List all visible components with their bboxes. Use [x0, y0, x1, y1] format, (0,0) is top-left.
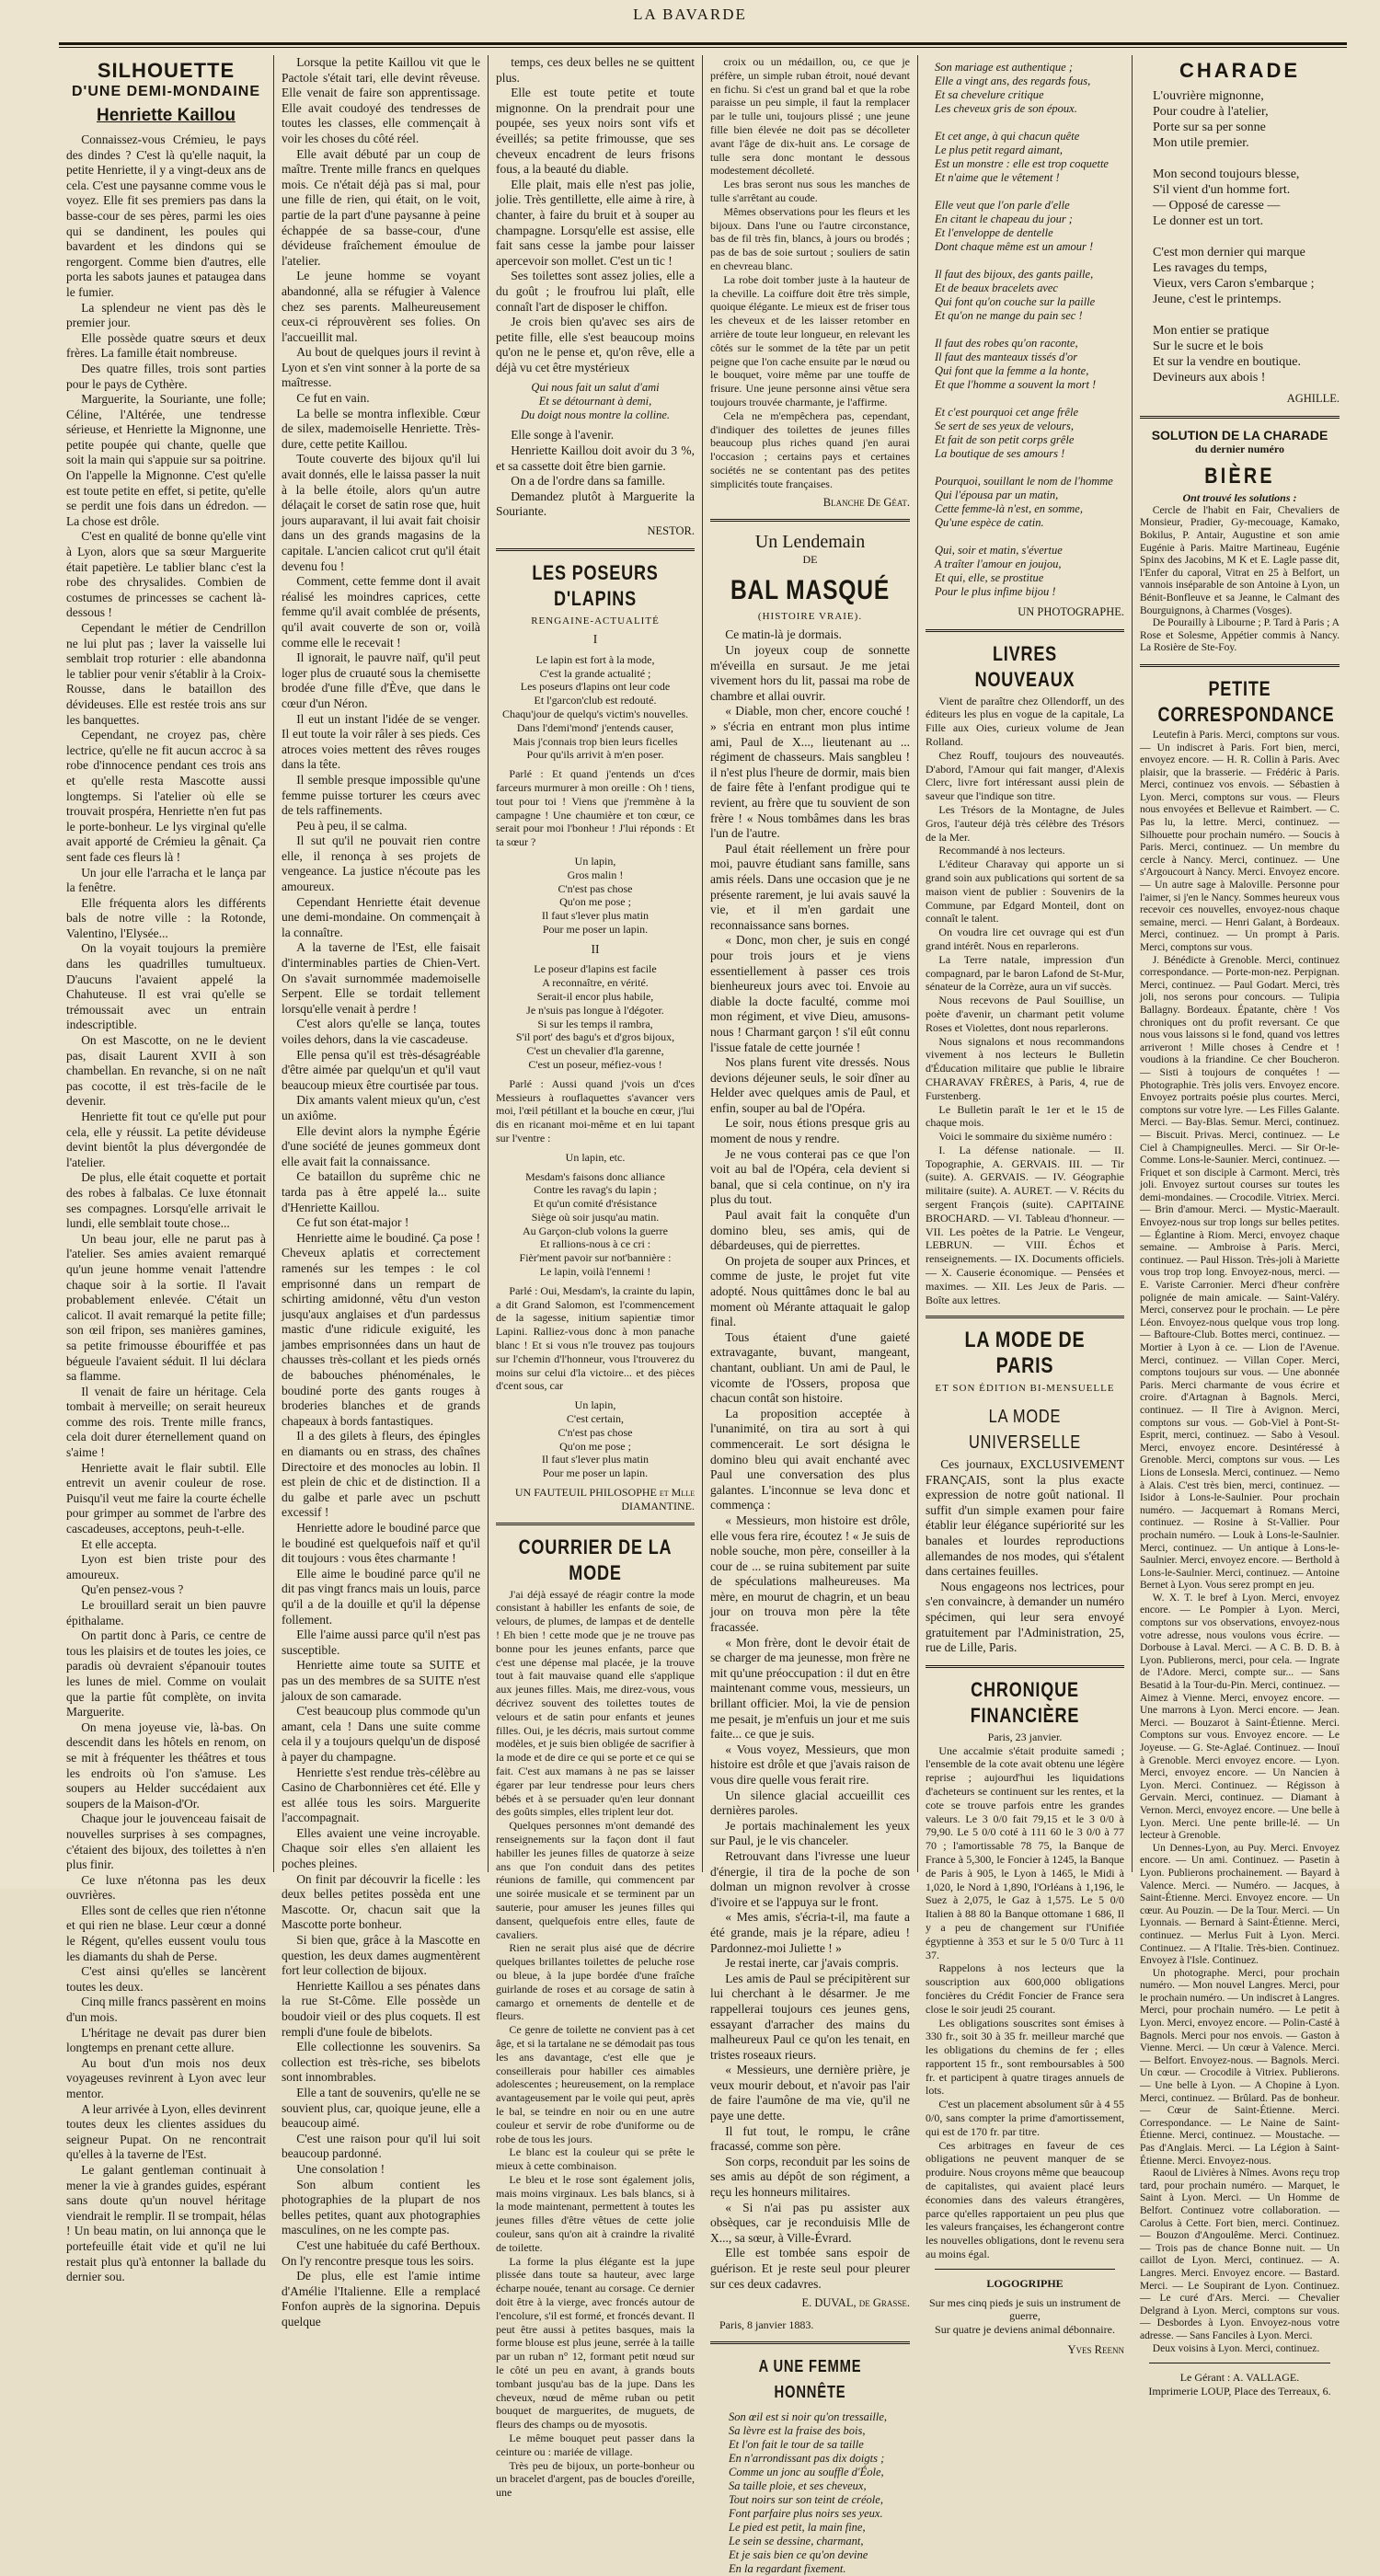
spoken-part-3: Parlé : Oui, Mesdam's, la crainte du lapin, a dit Grand Salomon, est l'commencement de la sagesse, initium sapientiæ timor Lapini. Ralliez-vous donc à mon panache blanc ! Et si vous n'le trouvez pas toujours sur l'chemin d'l'honneur, vous l'trouverez du moins sur celui d'la victoire... et des pièces d'cent sous, car [496, 1283, 695, 1393]
paragraph: Elles sont de celles que rien n'étonne et qui rien ne blase. Leur cœur a donné le Régent, qu'elles eussent voulu tous les diamants du shah de Perse. [66, 1903, 266, 1963]
paragraph: Le même bouquet peut passer dans la ceinture ou : mariée de village. [496, 2432, 695, 2458]
managing-editor: Le Gérant : A. VALLAGE. [1179, 2371, 1300, 2385]
paragraph: Elle avait débuté par un coup de maître. Trente mille francs en quelques mois. Ce n'était déjà pas si mal, pour une fille de rien, qui était, on le voit, partie de la part d'une paysanne à peine échappée de sa basse-cour, d'une dévideuse fraîchement émoulue de l'atelier. [282, 146, 480, 268]
paragraph: Chez Rouff, toujours des nouveautés. D'abord, l'Amour qui fait manger, d'Alexis Clerc, livre fort intéressant aussi plein de saveur que l'indique son titre. [926, 748, 1124, 803]
top-rule [59, 42, 1347, 48]
paragraph: A leur arrivée à Lyon, elles devinrent toutes deux les clientes assidues du seigneur Pupat. On ne rencontrait qu'elles à la taverne de l'Est. [66, 2101, 266, 2162]
song-verse-3: Mesdam's faisons donc alliance Contre les ravag's du lapin ; Et qu'un comité d'résistance Siège où soir jusqu'au matin. Au Garçon-club volons la guerre Et rallions-nous à ce cri : Fièr'ment pavoir sur not'bannière : Le lapin, voilà l'ennemi ! [519, 1169, 672, 1279]
paragraph: Henriette fit tout ce qu'elle put pour cela, elle y réussit. La petite dévideuse devint bientôt la plus dévergondée de l'atelier. [66, 1110, 266, 1169]
paragraph: Les bras seront nus sous les manches de tulle s'arrêtant au coude. [710, 178, 910, 204]
poem-title: A UNE FEMME HONNÊTE [758, 2356, 862, 2401]
paragraph: Elle plait, mais elle n'est pas jolie, jolie. Très gentillette, elle aime à rire, à chanter, à faire du bruit et à souper au champagne. Lorsqu'elle est assise, elle fait sans cesse la jambe pour laisser apercevoir son mollet. C'est un tic ! [496, 177, 695, 268]
paragraph: Henriette aime toute sa SUITE et pas un des membres de sa SUITE n'est jaloux de son camarade. [282, 1658, 480, 1703]
paragraph: De plus, elle est l'amie intime d'Amélie l'Italienne. Elle a remplacé Fonfon auprès de la signorina. Depuis quelque [282, 2269, 480, 2329]
paragraph: On projeta de souper aux Princes, et comme de juste, le projet fut vite adopté. Nous quittâmes donc le bal au moment où Mérante attaquait le galop final. [710, 1253, 910, 1329]
paragraph: Elle collectionne les souvenirs. Sa collection est très-riche, ses bibelots sont innombrables. [282, 2040, 480, 2085]
paragraph: Une accalmie s'était produite samedi ; l'ensemble de la cote avait obtenu une légère reprise ; aujourd'hui les liquidations d'acheteurs se continuent sur les rentes, et la cote se trouve parfois entre les grandes valeurs. Le 3 0/0 fait 79,15 et le 3 0/0 à 79,90. Le 5 0/0 coté à 111 60 le 3 0/0 à 77 70 ; l'amortissable 78 75, la Banque de France à 5,300, le Foncier à 1245, la Banque de Paris à 905, le Lyon à 1465, le Midi à 1,020, le Nord à 1,890, l'Orléans à 1,196, le Suez à 2,075, le Gaz à 1,575. Le 5 0/0 Italien à 88 80 la Banque ottomane 1 686, Il y a peu de changement sur l'Unifiée égyptienne à 353 et sur le 5 0/0 Turc à 11 37. [926, 1743, 1124, 1961]
song-title: LES POSEURS D'LAPINS [532, 560, 659, 610]
article-subject-name: Henriette Kaillou [97, 106, 236, 125]
poem-continued: Son mariage est authentique ; Elle a vingt ans, des regards fous, Et sa chevelure critique Les cheveux gris de son époux. Et cet ange, à qui chacun quête Le plus petit regard aimant, Est un monstre : elle est trop coquette Et n'aime que le vêtement ! Elle veut que l'on parle d'elle En citant le chapeau du jour ; Et l'enveloppe de dentelle Dont chaque même est un amour ! Il faut des bijoux, des gants paille, Et de beaux bracelets avec Qui font qu'on couche sur la paille Et qu'on ne mange du pain sec ! Il faut des robes qu'on raconte, Il faut des manteaux tissés d'or Qui font que la femme a la honte, Et que l'homme a souvent la mort ! Et c'est pourquoi cet ange frêle Se sert de ses yeux de velours, Et fait de son petit corps grêle La boutique de ses amours ! Pourquoi, souillant le nom de l'homme Qui l'épousa par un matin, Cette femme-là n'est, en somme, Qu'une espèce de catin. Qui, soir et matin, s'évertue A traîter l'amour en joujou, Et qui, elle, se prostitue Pour le plus infime bijou ! [935, 61, 1113, 598]
paragraph: On partit donc à Paris, ce centre de tous les plaisirs et de toutes les joies, ce paradis où devraient s'épanouir toutes les lunes de miel. Comme on voulait que la partie fût complète, on invita Marguerite. [66, 1628, 266, 1719]
article-body-end [496, 55, 695, 375]
paragraph: Un photographe. Merci, pour prochain numéro. — Mon nouvel Langres. Merci, pour le prochain numéro. — Un indiscret à Langres. Merci, pour prochain numéro. — Le petit à Lyon. Merci, envoyez encore. — Polin-Casté à Bagnols. Merci pour nos envois. — Gaston à Vienne. Merci. — Un cœur à Valence. Merci. — Belfort. Envoyez-nous. — Bagnols. Merci. Un cœur. — Crocodile à Vitriex. Publierons. — Une belle à Lyon. — A Chopine à Lyon. Merci, continuez. — Brûlard. Pas de bonheur. — Cœur de Saint-Étienne. Merci. Correspondance. — Le Naine de Saint-Étienne. Merci, continuez. — Moustache. — Pas d'Anglais. Merci. — La Légion à Saint-Étienne. Merci. Envoyez-nous. [1140, 1967, 1340, 2167]
story-title-line2: DE [802, 553, 818, 567]
paragraph: Le bleu et le rose sont également jolis, mais moins virginaux. Les bals blancs, si à la mode maintenant, permettent à toutes les jeunes filles d'être vêtues de cette jolie couleur, sans qu'on ait à craindre la rivalité de toilette. [496, 2172, 695, 2254]
section-divider [710, 2341, 910, 2344]
paragraph: Le galant gentleman continuait à mener la vie à grandes guides, espérant sans doute qu'un nouvel héritage viendrait le remplir. Il se trompait, hélas ! Un beau matin, on lui annonça que le portefeuille était vide et qu'il ne lui restait plus qu'à entonner la ballade du dernier sou. [66, 2162, 266, 2284]
paragraph: croix ou un médaillon, ou, ce que je préfère, un simple ruban étroit, noué devant en fichu. Si c'est un grand bal et que la robe paraisse un peu simple, il faut la remplacer par le tulle uni, toujours plissé ; une jeune fille bien élevée ne doit pas se décolleter avant l'âge de dix-huit ans. Le corsage de tulle sera donc montant le dessous modestement décolleté. [710, 55, 910, 178]
paragraph: Rien ne serait plus aisé que de décrire quelques brillantes toilettes de peluche rose ou bleue, à la jupe bordée d'une fraîche guirlande de roses et au corsage de satin à camargo et ornements de dentelle et de fleurs. [496, 1941, 695, 2023]
paragraph: Au bout de quelques jours il revint à Lyon et s'en vint sonner à la porte de sa maîtresse. [282, 345, 480, 390]
column-3 [488, 55, 702, 2500]
paragraph: J. Bénédicte à Grenoble. Merci, continuez correspondance. — Porte-mon-nez. Perpignan. Merci, continuez. — Paul Godart. Merci, très joli, nos serons pour concours. — Tulipia Ballagny. Bordeaux. Épatante, chère ! Vos chroniques ont du profit reversant. Ce que nous vous laissons si le fond, quand vos lettres arriveront ! Mille choses à Cendre et ! voudions à la friandine. Ce cher Boucheron. — Sisti à toujours de conquétes ! — Photographie. Très jolis vers. Envoyez encore. Envoyez portraits poésie plus courtes. Merci, comptons sur votre lyre. — Les Filles Galante. Merci. — Bay-Blas. Semur. Merci, continuez. — Biscuit. Privas. Merci, continuez. — Le Ciel à Champigneulles. Merci. — Sir Or-le-Comme. Lons-le-Saunier. Merci, continuez. — Friquet et son disciple à Carmont. Merci, très joli. Envoyez surtout courses sur toutes les demi-mondaines. — Crocodile. Vitriex. Merci. — Brin d'amour. Merci. — Mystic-Maerault. Envoyez-nous sur trop longs sur belles petites. — Églantine à Riom. Merci, envoyez chaque semaine. — Ambroise à Paris. Merci, continuez. — Paul Hisson. Très-joli à Mariette vous trop trop long. Envoyez-nous, merci. — E. Variste Carronier. Merci d'heur confrère polignée de main amicale. — Saint-Valéry. Merci, conservez pour le prochain. — Le père Léon. Envoyez-nous quelque vous trop long. — Baftoure-Club. Bottes merci, continuez. — Mortier à Lyon à ce. — Lion de l'Avenue. Merci, continuez. — Villan Coper. Merci, comptons toujours sur vous. — Une abonnée Paris. Merci charmante de vous écrire et croire. d'Artagnan à Bagnols. Merci, continuez. — Il Tire à Avignon. Merci, comptons sur vous. — Gob-Viel à Pont-St-Esprit, merci, continuez. — Sabo à Vesoul. Merci, envoyez encore. Desintéressé à Grenoble. Merci, comptons sur vous. — Les Lions de Lonsesla. Merci, continuez. — Nemo à Alais. C'est très bien, merci, continuez. — Isidor à Lons-le-Saulnier. Pour prochain numéro. — Jacquemart à Romans Merci, continuez. — Rosine à St-Vallier. Pour prochain numéro. — Louk à Lons-le-Saulnier. Merci, continuez. — Un antique à Lons-le-Saulnier. Merci, envoyez encore. — Berthold à Lons-le-Saulnier. Merci, continuez. — Antoine Bernet à Lyon. Vous serez prompt en jeu. [1140, 954, 1340, 1592]
section-divider [710, 519, 910, 522]
paragraph: Un jour elle l'arracha et le lança par la fenêtre. [66, 865, 266, 895]
correspondence-title: PETITE CORRESPONDANCE [1157, 676, 1335, 726]
paragraph: Nous signalons et nous recommandons vivement à nos lecteurs le Bulletin d'Éducation militaire que publie le libraire CHARAVAY FRÈRES, à Paris, 4, rue de Furstenberg. [926, 1034, 1124, 1102]
section-divider [496, 1523, 695, 1525]
paragraph: Rappelons à nos lecteurs que la souscription aux 600,000 obligations foncières du Crédit Foncier de France sera close le soir jeudi 25 courant. [926, 1961, 1124, 2016]
paragraph: Mêmes observations pour les fleurs et les bijoux. Dans l'une ou l'autre circonstance, bas de fil très fin, blancs, à jours ou brodés ; pas de bas de soie surtout ; souliers de satin en chevreau blanc. [710, 204, 910, 272]
paragraph: Il fut tout, le rompu, le crâne fracassé, comme son père. [710, 2123, 910, 2154]
paragraph: Il sut qu'il ne pouvait rien contre elle, il renonça à ses projets de vengeance. La justice n'écoute pas les amoureux. [282, 834, 480, 894]
paragraph: Marguerite, la Souriante, une folle; Céline, l'Altérée, une tendresse sérieuse, et Henriette la Mignonne, une petite poupée qui chante, quelle que soit la main qui s'appuie sur sa poitrine. On l'appelle la Mignonne. C'est qu'elle est toute petite en effet, si petite, qu'elle se perdit une fois dans un édredon. — La chose est drôle. [66, 392, 266, 528]
paragraph: Un Dennes-Lyon, au Puy. Merci. Envoyez encore. — Un ami. Continuez. — Pasetin à Lyon. Publierons prochainement. — Bayard à Valence. Merci. — Numéro. — Jacques, à Saint-Étienne. Merci. Envoyez encore. — Un cœur. Au Pouzin. — De la Tour. Merci. — Un Lyonnais. — Bernard à Saint-Étienne. Merci, continuez. — Merlus Fuit à Lyon. Merci. Continuez. — A l'Italie. Très-bien. Continuez. Envoyez à l'Isle. Continuez. [1140, 1842, 1340, 1967]
story-signature: E. DUVAL, de Grasse. [801, 2296, 910, 2310]
finance-section-body [926, 1744, 1124, 2261]
charade-title: CHARADE [1179, 59, 1300, 82]
paragraph: Il eut un instant l'idée de se venger. Il eut toute la voir râler à ses pieds. Ces atroces voies mettent des rêves rouges dans la tête. [282, 711, 480, 772]
paragraph: Dix amants valent mieux qu'un, c'est un axiôme. [282, 1093, 480, 1122]
paragraph: « Diable, mon cher, encore couché ! » s'écria en entrant mon plus intime ami, Paul de X..., lieutenant au ... régiment de chasseurs. Mais sangbleu ! il n'est plus l'heure de dormir, mais bien de faire fête à l'enfant prodigue qui te revient, au frère que tu souvient de son frère ! « Nous tombâmes dans les bras l'un de l'autre. [710, 704, 910, 841]
paragraph: Ses toilettes sont assez jolies, elle a du goût ; le froufrou lui plaît, elle connaît l'art de disposer le chiffon. [496, 269, 695, 314]
paragraph: Demandez plutôt à Marguerite la Souriante. [496, 489, 695, 519]
paragraph: Il venait de faire un héritage. Cela tombait à merveille; on serait heureux comme des rois. Trente mille francs, cela doit durer éternellement quand on s'aime ! [66, 1384, 266, 1460]
paragraph: Connaissez-vous Crémieu, le pays des dindes ? C'est là qu'elle naquit, la petite Henriette, il y a vingt-deux ans de cela. C'est une paysanne comme vous le voyez. Elle fit ses premiers pas dans la basse-cour de ses pères, parmi les oies qui se dandinent, les poules qui bavardent et les dindons qui se rengorgent. Comme bien d'autres, elle porta les sabots jaunes et pataugea dans le fumier. [66, 132, 266, 299]
spoken-part-1: Parlé : Et quand j'entends un d'ces farceurs murmurer à mon oreille : Oh ! tiens, tout pour toi ! Viens que j'remmène à la campagne ! Une chaumière et ton cœur, ce serait pour moi l'bonheur ! J'lui réponds : Et ta sœur ? [496, 767, 695, 849]
paragraph: Je ne vous conterai pas ce que l'on voit au bal de l'Opéra, cela devient si banal, que si cela continue, on n'y ira plus du tout. [710, 1146, 910, 1207]
paragraph: Peu à peu, il se calma. [296, 818, 408, 833]
fashion-ad-body [926, 1457, 1124, 1656]
paragraph: « Messieurs, mon histoire est drôle, elle vous fera rire, écoutez ! « Je suis de noble souche, mon père, conseiller à la cour de ... se ruina subitement par suite de spéculations malheureuses. Ma mère, en mourut de chagrin, et un beau jour on trouva mon père la tête fracassée. [710, 1512, 910, 1635]
paragraph: Lyon est bien triste pour des amoureux. [66, 1552, 266, 1581]
solution-subtitle: du dernier numéro [1195, 443, 1284, 456]
finance-section-title: CHRONIQUE FINANCIÈRE [970, 1677, 1080, 1727]
paragraph: Son album contient les photographies de la plupart de nos belles petites, quant aux photographies masculines, on ne les compte pas. [282, 2177, 480, 2237]
song-refrain-1: Un lapin, Gros malin ! C'n'est pas chose Qu'on me pose ; Il faut s'lever plus matin Pour me poser un lapin. [541, 854, 650, 936]
article-conclusion [496, 428, 695, 520]
paragraph: Il semble presque impossible qu'une femme puisse torturer les cœurs avec de tels raffinements. [282, 772, 480, 818]
paragraph: Quelques personnes m'ont demandé des renseignements sur la façon dont il faut habiller les jeunes filles de quatorze à seize ans que l'on conduit dans des petites réunions de famille, qui commencent par une soirée musicale et se terminent par un sauterie, pour amuser les jeunes filles qui dansent, quelquefois entre elles, faute de cavaliers. [496, 1819, 695, 1941]
paragraph: C'est une raison pour qu'il lui soit beaucoup pardonné. [282, 2131, 480, 2161]
signature-nestor: NESTOR. [647, 524, 695, 538]
paragraph: Henriette Kaillou doit avoir du 3 %, et sa cassette doit être bien garnie. [496, 443, 695, 473]
story-body [710, 627, 910, 2292]
section-divider [926, 1665, 1124, 1668]
section-divider [1140, 664, 1340, 667]
verse-quote: Qui nous fait un salut d'ami Et se détournant à demi, Du doigt nous montre la colline. [520, 381, 671, 422]
paragraph: Elle a tant de souvenirs, qu'elle ne se souvient plus, car, quoique jeune, elle a beaucoup aimé. [282, 2085, 480, 2131]
paragraph: La Terre natale, impression d'un compagnard, par le baron Lafond de St-Mur, sénateur de la Corrèze, aura un vif succès. [926, 952, 1124, 994]
paragraph: Elle est toute petite et toute mignonne. On la prendrait pour une poupée, ses yeux noirs sont vifs et éveillés; sa petite frimousse, que ses cheveux encadrent de leurs frisons fous, a la beauté du diable. [496, 86, 695, 177]
paragraph: Si bien que, grâce à la Mascotte en question, les deux dames augmentèrent fort leur collection de bijoux. [282, 1933, 480, 1978]
paragraph: Elle fréquenta alors les différents bals de notre ville : la Rotonde, Valentino, l'Elysée... [66, 895, 266, 940]
paragraph: Ce fut en vain. [296, 391, 370, 406]
paragraph: Elle songe à l'avenir. [511, 428, 615, 443]
books-section-body [926, 695, 1124, 1307]
section-divider [926, 1316, 1124, 1318]
section-divider [935, 2269, 1115, 2270]
paragraph: Son corps, reconduit par les soins de ses amis au dépôt de son régiment, a reçu les honneurs militaires. [710, 2154, 910, 2200]
paragraph: Elle l'aime aussi parce qu'il n'est pas susceptible. [282, 1627, 480, 1657]
solution-solvers-2: De Pourailly à Libourne ; P. Tard à Paris ; A Rose et Solesme, Appétier commis à Nancy. La Rosière de Ste-Foy. [1140, 617, 1340, 654]
solution-title: SOLUTION DE LA CHARADE [1151, 427, 1328, 443]
paragraph: A la taverne de l'Est, elle faisait d'interminables parties de Chien-Vert. On s'avait surnommée mademoiselle Serpent. Elle se tordait tellement lorsqu'elle venait à perdre ! [282, 940, 480, 1016]
column-4 [702, 55, 917, 2575]
song-verse-2: Le poseur d'lapins est facile A reconnaître, en vérité. Serait-il encor plus habile, Je n'suis pas longue à l'dégoter. Si sur les temps il rambra, S'il port' des bagu's et d'gros bijoux, C'est un chevalier d'la garenne, C'est un poseur, méfiez-vous ! [515, 962, 675, 1071]
finance-date: Paris, 23 janvier. [987, 1730, 1063, 1743]
paragraph: On finit par découvrir la ficelle : les deux belles petites possèda ent une Mascotte. Or, chacun sait que la Mascotte porte bonheur. [282, 1871, 480, 1932]
song-signature: UN FAUTEUIL PHILOSOPHE et Mlle DIAMANTINE. [514, 1486, 695, 1512]
paragraph: Ce matin-là je dormais. [725, 627, 842, 642]
solution-solvers: Cercle de l'habit en Fair, Chevaliers de Monsieur, Pradier, Gy-mecouage, Kamako, Bokilus, P. Antair, Augustine et son amie Eugénie à Paris. Maitre Martineau, Eugénie Spinx des Jacobins, M K et E. Lagle passe dit, l'Enfer du caporal, Vitrat en 25 à Belfort, un vannois inséparable de son Antoine à Lyon, un Bénit-Bonfleuve et sa Jeanne, le Calmant des Bourguignons, à Charmes (Vosges). [1140, 504, 1340, 616]
paragraph: Le jeune homme se voyant abandonné, alla se réfugier à Valence chez ses parents. Malheureusement ceux-ci réprouvèrent ses folies. On l'accueillit mal. [282, 269, 480, 344]
paragraph: Un beau jour, elle ne parut pas à l'atelier. Ses amies avaient remarqué qu'un jeune homme venait l'attendre chaque soir à la sortie. Il l'avait probablement enlevée. C'était un calicot. Il avait remarqué la petite fille; son œil fripon, ses manières gamines, sa petite frimousse ébouriffée et pas bégueule l'avaient séduit. Il lui déclara sa flamme. [66, 1231, 266, 1384]
fashion-ad-subtitle: LA MODE UNIVERSELLE [968, 1407, 1082, 1454]
paragraph: « Mon frère, dont le devoir était de se charger de ma jeunesse, mon frère ne mit qu'une préoccupation : il dut en être maintenant comme vous, messieurs, un brillant officier. Moi, la vie de pension me pesait, je m'enfuis un jour et me suis faite... ce que je suis. [710, 1635, 910, 1742]
paragraph: Henriette aime le boudiné. Ça pose ! Cheveux aplatis et correctement ramenés sur les tempes : le col emprisonné dans un rempart de schirting amidonné, vêtu d'un veston jusqu'aux anglaises et d'un pardessus mastic d'une ridicule exiguité, les jambes emprisonnées dans un haut de chausses très-collant et les pieds ornés de babouches phénoménales, le boudiné porte des gants rouges à broderies blanches et de grands chapeaux à bords fantastiques. [282, 1230, 480, 1428]
paragraph: Paul avait fait la conquête d'un domino bleu, ses amis, qui de débardeuses, qui de pierrettes. [710, 1208, 910, 1253]
paragraph: « Mes amis, s'écria-t-il, ma faute a été grande, mais je la répare, adieu ! Pardonnez-moi Juliette ! » [710, 1910, 910, 1955]
paragraph: Comment, cette femme dont il avait réalisé les moindres caprices, cette femme qu'il avait comblée de présents, qu'il avait couverte de son or, voilà comme elle le recevait ! [282, 574, 480, 650]
song-subtitle: RENGAINE-ACTUALITÉ [531, 615, 660, 627]
song-refrain-3: Un lapin, C'est certain, C'n'est pas chose Qu'on me pose ; Il faut s'lever plus matin Pour me poser un lapin. [541, 1398, 650, 1480]
charade-signature: AGHILLE. [1286, 392, 1340, 405]
paragraph: La forme la plus élégante est la jupe plissée dans toute sa hauteur, avec large écharpe nouée, tenant au corsage. Ce dernier doit être à la vierge, avec froncés autour de l'encolure, s'il est formé, et froncés devant. Il peut être aussi à petites basques, mais la forme blouse est plus jeune, serrée à la taille par un ruban n° 12, formant petit nœud sur le côté un peu en avant, à grands bouts tombant jusqu'au bas de la jupe. Dans les cheveux, nœud de même ruban ou petit bouquet de marguerites, de muguets, de fleurs des champs ou de myosotis. [496, 2254, 695, 2432]
paragraph: Ce bataillon du suprême chic ne tarda pas à être appelé la... suite d'Henriette Kaillou. [282, 1169, 480, 1214]
paragraph: I. La défense nationale. — II. Topographie, A. GERVAIS. III. — Tir (suite). A. GERVAIS. — IV. Géographie militaire (suite). A. AURET. — V. Récits du sergent François (suite). CAPITAINE BROCHARD. — VI. Tableau d'honneur. — VII. Les poètes de la Patrie. Le Vengeur, LEBRUN. — VIII. Échos et renseignements. — IX. Documents officiels. — X. Causerie économique. — Pensées et maximes. — XII. Les Jeux de Paris. — Boîte aux lettres. [926, 1143, 1124, 1306]
paragraph: C'est ainsi qu'elles se lancèrent toutes les deux. [66, 1964, 266, 1994]
paragraph: Elle possède quatre sœurs et deux frères. La famille était nombreuse. [66, 330, 266, 361]
paragraph: Cependant Henriette était devenue une demi-mondaine. On commençait à la connaître. [282, 894, 480, 939]
paragraph: Et elle accepta. [81, 1536, 157, 1551]
books-section-title: LIVRES NOUVEAUX [974, 641, 1075, 691]
paragraph: Au bout d'un mois nos deux voyageuses revinrent à Lyon avec leur mentor. [66, 2055, 266, 2100]
paragraph: Paul était réellement un frère pour moi, pauvre étudiant sans famille, sans amis réels. Dans une occasion que je ne présente rarement, je lui avais sauvé la vie, et il m'en gardait une reconnaissance sans bornes. [710, 841, 910, 932]
paragraph: Les Trésors de la Montagne, de Jules Gros, l'auteur déjà très célèbre des Trésors de la Mer. [926, 802, 1124, 844]
fashion-column-title: COURRIER DE LA MODE [518, 1535, 673, 1584]
column-5 [917, 55, 1132, 2357]
section-divider [496, 548, 695, 551]
paragraph: Il ignorait, le pauvre naïf, qu'il peut loger plus de cruauté sous la chemisette brodée d'une fille d'Ève, que dans le cœur d'un Néron. [282, 650, 480, 710]
paragraph: La proposition acceptée à l'unanimité, on tira au sort à qui commencerait. Le sort désigna le domino bleu qui avait enchanté avec Paul une conversation des plus galantes. L'inconnue se leva donc et commença : [710, 1406, 910, 1512]
paragraph: Des quatre filles, trois sont parties pour le pays de Cythère. [66, 361, 266, 391]
poem-body: Son œil est si noir qu'on tressaille, Sa lèvre est la fraise des bois, Et l'on fait le tour de sa taille En n'arrondissant pas dix doigts ; Comme un jonc au souffle d'Éole, Sa taille ploie, et ses cheveux, Tout noirs sur son teint de créole, Font parfaire plus noirs ses yeux. Le pied est petit, la main fine, Le sein se dessine, charmant, Et je sais bien ce qu'on devine En la regardant fixement. [729, 2409, 888, 2575]
paragraph: Chaque jour le jouvenceau faisait de nouvelles surprises à ses compagnes, c'étaient des bijoux, des toilettes à n'en plus finir. [66, 1811, 266, 1872]
solution-answer: BIÈRE [1204, 463, 1275, 489]
logogriph-title: LOGOGRIPHE [986, 2276, 1064, 2290]
paragraph: Qu'en pensez-vous ? [81, 1582, 184, 1597]
paragraph: On a de l'ordre dans sa famille. [511, 474, 665, 489]
article-title-silhouette: SILHOUETTE [97, 59, 236, 82]
paragraph: « Donc, mon cher, je suis en congé pour trois jours et je viens essentiellement à passer ces trois bienheureux jours avec toi. Envoie au diable la docte faculté, comme moi mon régiment, et vive Dieu, amusons-nous ! Charmant garçon ! s'il eût connu l'issue fatale de cette journée ! [710, 933, 910, 1054]
song-verse-1: Le lapin est fort à la mode, C'est la grande actualité ; Les poseurs d'lapins ont leur code Et l'garcon'club est redouté. Chaqu'jour de quelqu's victim's nouvelles. Dans l'demi'mond' j'entends causer, Mais j'connais trop bien leurs ficelles Pour qu'ils arrivit à m'en poser. [501, 652, 689, 762]
paragraph: Une consolation ! [296, 2161, 385, 2176]
paragraph: J'ai déjà essayé de réagir contre la mode consistant à habiller les enfants de soie, de velours, de plumes, de lampas et de dentelle ! Eh bien ! cette mode que je ne trouve pas bonne pour les jeunes enfants, parce que c'est une dépense mal placée, je la trouve tout à fait mauvaise quand elle s'applique aux jeunes filles. Mais, me direz-vous, vous décrivez souvent des toilettes toutes de velours et de satin pour enfants et jeunes filles. Oui, je les décris, mais surtout comme modèles, et je suis bien obligée de sacrifier à la mode et de dire ce qui se porte et ce qui se fait. C'est aux mamans à ne pas se laisser égarer par leur tendresse pour leurs chers bébés et à se persuader qu'en leur donnant des goûts simples, elles triplent leur dot. [496, 1587, 695, 1819]
paragraph: Lorsque la petite Kaillou vit que le Pactole s'était tari, elle devint rêveuse. Elle venait de faire son apprentissage. Elle avait coudoyé des tendresses de toutes les classes, elle commençait à voir les choses du côté réel. [282, 55, 480, 145]
paragraph: Cela ne m'empêchera pas, cependant, d'indiquer des toilettes de jeunes filles beaucoup plus riches quand j'en aurai l'occasion ; certains pays et certaines sociétés ne se contentant pas des petites simplicités toute françaises. [710, 408, 910, 490]
paragraph: Voici le sommaire du sixième numéro : [938, 1130, 1112, 1144]
story-title-main: BAL MASQUÉ [730, 574, 891, 605]
paragraph: Les obligations souscrites sont émises à 330 fr., soit 30 à 35 fr. meilleur marché que les obligations du chemins de fer ; elles rapportent 15 fr., sont remboursables à 500 fr. et participent à quatre tirages annuels de lots. [926, 2016, 1124, 2098]
signature-blanche: Blanche De Géat. [822, 495, 910, 509]
paragraph: « Si n'ai pas pu assister aux obsèques, car je reconduisis Mlle de X..., sa sœur, à Ville-Évrard. [710, 2200, 910, 2245]
fashion-ad-title: LA MODE DE PARIS [964, 1328, 1086, 1379]
paragraph: Le brouillard serait un bien pauvre épithalame. [66, 1598, 266, 1627]
column-2 [273, 55, 488, 2329]
paragraph: Deux voisins à Lyon. Merci, continuez. [1152, 2342, 1320, 2354]
paragraph: Nous engageons nos lectrices, pour s'en convaincre, à demander un numéro spécimen, qui leur sera envoyé gratuitement par l'Administration, 25, rue de Lille, Paris. [926, 1579, 1124, 1655]
story-subtitle: (HISTOIRE VRAIE). [757, 610, 863, 622]
spoken-part-2: Parlé : Aussi quand j'vois un d'ces Messieurs à rouflaquettes s'avancer vers moi, l'œil pétillant et la bouche en cœur, j'lui dis en ricanant moi-même et en lui tapant sur l'ventre : [496, 1076, 695, 1144]
paragraph: C'est un placement absolument sûr à 4 55 0/0, sans compter la prime d'amortissement, qui est de 170 fr. par titre. [926, 2098, 1124, 2138]
paragraph: Recommandé à nos lecteurs. [938, 844, 1065, 857]
paragraph: Elle devint alors la nymphe Égérie d'une société de jeunes gommeux dont elle avait fait la connaissance. [282, 1123, 480, 1168]
paragraph: Je crois bien qu'avec ses airs de petite fille, elle s'est beaucoup moins qu'on ne le pense et, qu'on rêve, elle a déjà vu cet être mystérieux [496, 315, 695, 374]
fashion-ad-edition: ET SON ÉDITION BI-MENSUELLE [935, 1383, 1115, 1395]
masthead: LA BAVARDE [633, 6, 747, 23]
paragraph: La robe doit tomber juste à la hauteur de la cheville. La coiffure doit être très simple, quoique élégante. Le mieux est de friser tous les cheveux et de les laisser retomber en arrière de toute leur longueur, en relevant les côtés sur le sommet de la tête par un petit peigne que l'on cache ensuite par le nœud ou le bouquet, voire même par une touffe de frisure. Une jeune personne ainsi vêtue sera toujours trouvée charmante, je l'affirme. [710, 272, 910, 408]
paragraph: Le blanc est la couleur qui se prête le mieux à cette combinaison. [496, 2145, 695, 2173]
paragraph: W. X. T. le bref à Lyon. Merci, envoyez encore. — Le Pompier à Lyon. Merci, comptons sur vos observations, envoyez-nous votre adresse, nous voulons vous écrire. — Dorbouse à Laval. Merci. — A C. B. D. B. à Lyon. Publierons, merci, pour cela. — Ingrate de l'Adore. Merci, compte sur... — Sans Besatid à la Tour-du-Pin. Merci, continuez. — Aimez à Vienne. Merci, envoyez encore. — Une marrons à Lyon. Merci encore. — Jean. Merci. — Bouzarot à Saint-Étienne. Merci. Comptons sur vous. Envoyez encore. — Le Joyeuse. — G. Ste-Aglaé. Continuez. — Inouï à Grenoble. Merci envoyez encore. — Lyon. Merci, envoyez encore. — Un Nancien à Lyon. Merci. Continuez. — Régisson à Gervain. Merci, continuez. — Diamant à Vernon. Merci, envoyez encore. — Une belle à Lyon. Merci. Une pente brille-lé. — Un lecteur à Grenoble. [1140, 1592, 1340, 1842]
paragraph: Toute couverte des bijoux qu'il lui avait donnés, elle le laissa passer la nuit à la belle étoile, alors qu'un autre délaçait le corset de satin rose que, huit jours auparavant, il lui avait fait choisir dans un des grands magasins de la capitale. L'ancien calicot crut qu'il était devenu fou ! [282, 452, 480, 573]
paragraph: Tous étaient d'une gaieté extravagante, buvant, mangeant, chantant, oubliant. Un ami de Paul, le vicomte de l'Ossers, proposa que chacun contât son histoire. [710, 1329, 910, 1406]
story-date: Paris, 8 janvier 1883. [719, 2317, 814, 2331]
paragraph: Un joyeux coup de sonnette m'éveilla en sursaut. Je me jetai vivement hors du lit, passai ma robe de chambre et allai ouvrir. [710, 643, 910, 703]
paragraph: Elle pensa qu'il est très-désagréable d'être aimée par quelqu'un et qu'il vaut beaucoup mieux être courtisée par tous. [282, 1047, 480, 1092]
article-subtitle: D'UNE DEMI-MONDAINE [71, 84, 261, 99]
paragraph: Cinq mille francs passèrent en moins d'un mois. [66, 1995, 266, 2025]
paragraph: La splendeur ne vient pas dès le premier jour. [66, 300, 266, 330]
logogriph-signature: Yves Reenn [1067, 2343, 1124, 2357]
paragraph: Raoul de Livières à Nîmes. Avons reçu trop tard, pour prochain numéro. — Marquet, le Saint à Lyon. Merci. — Un Homme de Belfort. Continuez votre collaboration. — Carolus à Cette. Fort bien, merci. Continuez. — Bouzon d'Angoulême. Merci. Continuez. — Trois pas de chance Bonne nuit. — Un caillot de Lyon. Merci, continuez. — A. Langres. Merci. Envoyez encore. — Bastard. Merci. — Le Soupirant de Lyon. Continuez. — Le curé d'Ars. Merci. — Chevalier Delgrand à Lyon. Merci, comptons sur vous. — Desbordes à Lyon. Envoyez-nous votre adresse. — Sans Fanciles à Lyon. Merci. [1140, 2168, 1340, 2341]
paragraph: Ces arbitrages en faveur de ces obligations ne peuvent manquer de se produire. Nous croyons même que beaucoup de capitalistes, qui avaient placé leurs économies dans des valeurs étrangères, parce qu'elles rapportaient un peu plus que les valeurs françaises, les échangeront contre les nouvelles obligations, dont le revenu sera au moins égal. [926, 2138, 1124, 2261]
paragraph: Je restai inerte, car j'avais compris. [725, 1956, 899, 1971]
paragraph: Elle est tombée sans espoir de guérison. Et je reste seul pour pleurer sur ces deux cadavres. [710, 2246, 910, 2291]
paragraph: Henriette s'est rendue très-célèbre au Casino de Charbonnières cet été. Elle y est allée tous les soirs. Marguerite l'accompagnait. [282, 1765, 480, 1825]
paragraph: Le Bulletin paraît le 1er et le 15 de chaque mois. [926, 1102, 1124, 1130]
paragraph: On est Mascotte, on ne le devient pas, disait Laurent XVII à son chambellan. En revanche, si on ne naît pas cocotte, il est très-facile de le devenir. [66, 1033, 266, 1109]
paragraph: C'est une habituée du café Berthoux. On l'y rencontre presque tous les soirs. [282, 2237, 480, 2268]
paragraph: Les amis de Paul se précipitèrent sur lui cherchant à le désarmer. Je me rappellerai toujours ces jeunes gens, essayant d'arracher des mains du malheureux Paul ce qu'on les tenait, en tristes roseaux rieurs. [710, 1971, 910, 2062]
paragraph: C'est en qualité de bonne qu'elle vint à Lyon, alors que sa sœur Marguerite était papetière. Le tablier blanc c'est la robe des chrysalides. Combien de costumes de princesses se cachent là-dessous ! [66, 529, 266, 620]
paragraph: Ce luxe n'étonna pas les deux ouvrières. [66, 1872, 266, 1903]
poem-signature: UN PHOTOGRAPHE. [1018, 605, 1124, 618]
verse-number-1: I [592, 632, 598, 647]
paragraph: « Vous voyez, Messieurs, que mon histoire est drôle et que j'avais raison de vous dire quelle vous ferait rire. [710, 1742, 910, 1788]
paragraph: Elles avaient une veine incroyable. Chaque soir elles s'en allaient les poches pleines. [282, 1825, 480, 1871]
paragraph: Henriette adore le boudiné parce que le boudiné est quelquefois naïf et qu'il dit toujours : vous êtes charmante ! [282, 1521, 480, 1566]
paragraph: Cependant, ne croyez pas, chère lectrice, qu'elle ne fit aucun accroc à sa robe d'innocence pendant ces trois ans et qu'elle resta Mascotte aussi longtemps. Si l'atelier où elle se trouvait prospéra, Henriette n'en fut pas le porte-bonheur. Le lys virginal qu'elle avait apporté de Crémieu la gênait. Ça sent fade ces fleurs là ! [66, 728, 266, 864]
paragraph: Leutefin à Paris. Merci, comptons sur vous. — Un indiscret à Paris. Fort bien, merci, envoyez encore. — H. R. Collin à Paris. Avec plaisir, que la brasserie. — Frédéric à Paris. Merci, continuez vos envois. — Sébastien à Lyon. Merci, comptons sur vous. — Fleurs nous envoyées et Bellevue et Raimbert. — C. Pas lu, la lettre. Merci, continuez. — Silhouette pour prochain numéro. — Soucis à Paris. Merci, continuez. — Un membre du cercle à Nancy. Merci, continuez. — Une s'Argoucourt à Nancy. Merci. Envoyez encore. — Un autre sage à Maloville. Personne pour l'aimer, si j'en le Nancy. Sommes heureux vous recevoir ces nouvelles, envoyez-nous chaque semaine, merci. — Henri Galant, à Bordeaux. Merci, continuez. — Un prompt à Paris. Merci, comptons sur vous. [1140, 729, 1340, 953]
section-divider [1140, 416, 1340, 419]
paragraph: La belle se montra inflexible. Cœur de silex, mademoiselle Henriette. Très-dure, cette petite Kaillou. [282, 406, 480, 451]
fashion-column-continued [710, 55, 910, 491]
paragraph: Un silence glacial accueillit ces dernières paroles. [710, 1788, 910, 1818]
paragraph: Nous recevons de Paul Souillise, un poète d'avenir, un charmant petit volume Roses et Violettes, dont nous reparlerons. [926, 994, 1124, 1034]
paragraph: Ces journaux, EXCLUSIVEMENT FRANÇAIS, sont la plus exacte expression de notre goût national. Il suffit d'un simple examen pour faire établir leur élégance supériorité sur les banales et lourdes reproductions allemandes de nos modes, qui s'étalent dans certaines feuilles. [926, 1457, 1124, 1579]
paragraph: Très peu de bijoux, un porte-bonheur ou un bracelet d'argent, pas de boucles d'oreille, une [496, 2458, 695, 2500]
verse-number-2: II [591, 941, 600, 956]
fashion-column-body [496, 1588, 695, 2500]
paragraph: « Messieurs, une dernière prière, je veux mourir debout, et n'avoir pas l'air de faire l'aumône de ma vie, qu'il ne paye une dette. [710, 2063, 910, 2123]
correspondence-body [1140, 730, 1340, 2355]
column-6 [1132, 55, 1347, 2398]
paragraph: Vient de paraître chez Ollendorff, un des éditeurs les plus en vogue de la capitale, La Fille aux Oies, curieux volume de Jean Rolland. [926, 694, 1124, 748]
paragraph: On voudra lire cet ouvrage qui est d'un grand intérêt. Nous en reparlerons. [926, 926, 1124, 952]
columns [59, 55, 1347, 2575]
paragraph: Elle aime le boudiné parce qu'il ne dit pas vingt francs mais un louis, parce qu'il a de la douille et qu'il la dépense follement. [282, 1566, 480, 1627]
paragraph: Il a des gilets à fleurs, des épingles en diamants ou en strass, des chaînes Directoire et des monocles au lobin. Il est plein de chic et de distinction. Il a du galbe et parle avec un pschutt excessif ! [282, 1429, 480, 1520]
section-divider [926, 629, 1124, 632]
printer-imprint: Imprimerie LOUP, Place des Terreaux, 6. [1148, 2384, 1331, 2398]
paragraph: Nos plans furent vite dressés. Nous devions déjeuner seuls, le soir dîner au Helder avec quelques amis de Paul, et enfin, souper au bal de l'Opéra. [710, 1055, 910, 1115]
paragraph: C'est alors qu'elle se lança, toutes voiles dehors, dans la vie cascadeuse. [282, 1017, 480, 1046]
paragraph: Le soir, nous étions presque gris au moment de nous y rendre. [710, 1116, 910, 1146]
paragraph: Je portais machinalement les yeux sur Paul, je le vis chanceler. [710, 1818, 910, 1848]
paragraph: On la voyait toujours la première dans les quadrilles tumultueux. D'aucuns l'avaient appelé la Chahuteuse. Il est vrai qu'elle se trémoussait avec un entrain indescriptible. [66, 941, 266, 1032]
paragraph: L'éditeur Charavay qui apporte un si grand soin aux publications qui sortent de sa maison vient de publier : Souvenirs de la Commune, par Edgard Monteil, dont on connaît le talent. [926, 857, 1124, 926]
solution-found-by: Ont trouvé les solutions : [1182, 490, 1297, 504]
article-body [66, 132, 266, 2285]
logogriph-body: Sur mes cinq pieds je suis un instrument de guerre, Sur quatre je deviens animal débonnaire. [929, 2295, 1121, 2337]
charade-body: L'ouvrière mignonne, Pour coudre à l'atelier, Porte sur sa per sonne Mon utile premier. Mon second toujours blesse, S'il vient d'un homme fort. — Opposé de caresse — Le donner est un tort. C'est mon dernier qui marque Les ravages du temps, Vieux, vers Caron s'embarque ; Jeune, c'est le printemps. Mon entier se pratique Sur le sucre et le bois Et sur la vendre en boutique. Devineurs aux abois ! [1153, 89, 1315, 385]
paragraph: On mena joyeuse vie, là-bas. On descendit dans les hôtels en renom, on se mit à fréquenter les théâtres et tous les endroits où l'on s'amuse. Les soupers au Helder succédaient aux soupers de la Maison-d'Or. [66, 1719, 266, 1811]
paragraph: Henriette Kaillou a ses pénates dans la rue St-Côme. Elle possède un boudoir vieil or des plus coquets. Il est rempli d'une foule de bibelots. [282, 1978, 480, 2039]
paragraph: C'est beaucoup plus commode qu'un amant, cela ! Dans une suite comme cela il y a toujours quelqu'un de disposé à payer du champagne. [282, 1704, 480, 1764]
paragraph: Cependant le métier de Cendrillon ne lui plut pas ; laver la vaisselle lui semblait trop roturier : elle abandonna le tablier pour venir s'établir à la Croix-Rousse, dans le bataillon des dévideuses. Elle est restée trois ans sur les banquettes. [66, 621, 266, 727]
paragraph: L'héritage ne devait pas durer bien longtemps en prenant cette allure. [66, 2025, 266, 2055]
paragraph: Henriette avait le flair subtil. Elle entrevit un avenir couleur de rose. Puisqu'il veut me faire la courte échelle pour grimper au sommet de l'arbre des cascadeuses, acceptons, peuh-t-elle. [66, 1460, 266, 1536]
paragraph: Ce fut son état-major ! [296, 1215, 409, 1230]
paragraph: temps, ces deux belles ne se quittent plus. [496, 55, 695, 85]
story-title-line1: Un Lendemain [754, 532, 866, 553]
paragraph: Ce genre de toilette ne convient pas à cet âge, et si la tartalane ne se démodait pas tous les ans davantage, c'est elle que je conseillerais pour habiller ces aimables adolescentes ; heureusement, on la remplace avantageusement par le voile qui peut, après le bal, se teindre en noir ou en une autre couleur et servir de robe d'uniforme ou de robe de tous les jours. [496, 2023, 695, 2145]
song-refrain-2: Un lapin, etc. [565, 1150, 626, 1164]
paragraph: Retrouvant dans l'ivresse une lueur d'énergie, il tira de la poche de son dolman un mignon revolver à crosse d'ivoire et se l'appuya sur le front. [710, 1848, 910, 1909]
column-1 [59, 55, 273, 2284]
article-body-continued [282, 55, 480, 2329]
paragraph: De plus, elle était coquette et portait des robes à falbalas. Ce luxe étonnait ses compagnes. Lorsqu'elle arrivait le lundi, elle semblait toute chose... [66, 1170, 266, 1231]
